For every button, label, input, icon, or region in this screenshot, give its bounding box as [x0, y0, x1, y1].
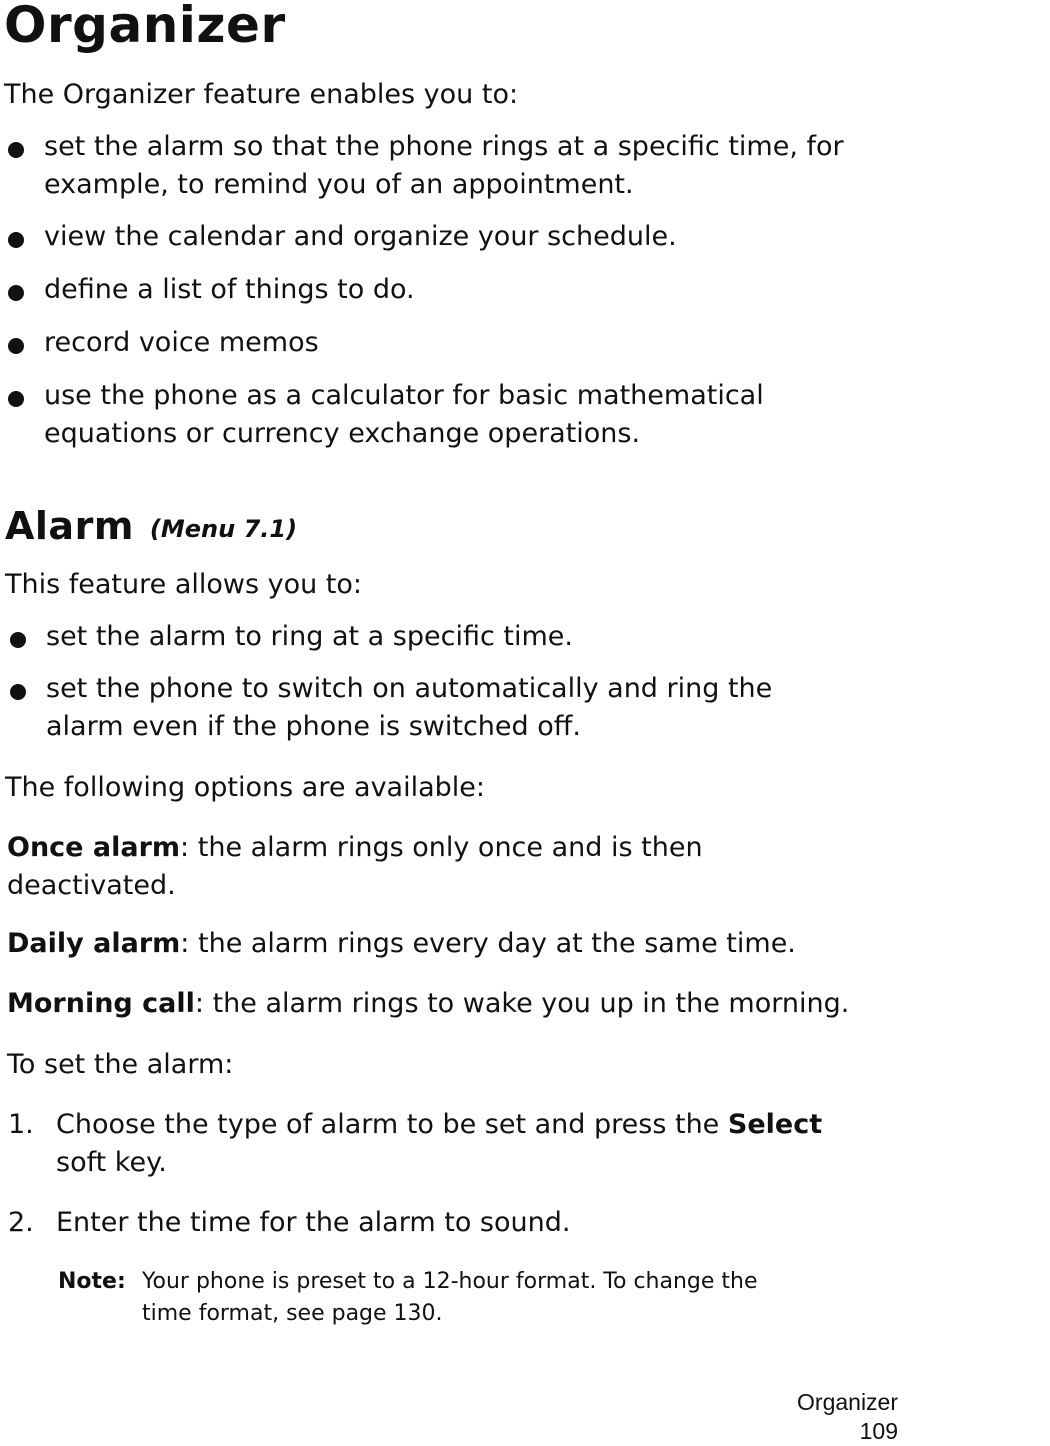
option-label: Daily alarm — [7, 928, 181, 959]
page-footer — [797, 1388, 898, 1446]
bullet-dot-icon — [10, 632, 26, 648]
bullet-line: set the phone to switch on automatically and ring the — [46, 673, 773, 704]
option-daily-alarm: Daily alarm: the alarm rings every day at the same time. — [7, 928, 796, 959]
option-morning-call: Morning call: the alarm rings to wake you up in the morning. — [7, 988, 850, 1019]
bullet-dot-icon — [8, 391, 24, 407]
page-title: Organizer — [4, 0, 286, 54]
bullet-dot-icon — [8, 232, 24, 248]
option-once-alarm: Once alarm: the alarm rings only once and is then deactivated. — [7, 829, 703, 905]
step-text-cont: soft key. — [56, 1147, 167, 1178]
option-description-cont: deactivated. — [7, 870, 176, 901]
step-text: Enter the time for the alarm to sound. — [56, 1207, 571, 1238]
bullet-dot-icon — [8, 142, 24, 158]
bullet-line: alarm even if the phone is switched off. — [46, 711, 581, 742]
option-label: Once alarm — [7, 832, 181, 863]
bullet-dot-icon — [8, 285, 24, 301]
bullet-dot-icon — [8, 338, 24, 354]
bullet-line: example, to remind you of an appointment. — [44, 169, 634, 200]
note-label: Note: — [58, 1269, 126, 1294]
menu-reference: (Menu 7.1) — [149, 515, 298, 543]
options-intro: The following options are available: — [5, 772, 486, 803]
intro-text: The Organizer feature enables you to: — [4, 79, 519, 110]
bullet-line: use the phone as a calculator for basic mathematical — [44, 380, 764, 411]
option-label: Morning call — [7, 988, 195, 1019]
bullet-line: set the alarm so that the phone rings at a specific time, for — [44, 131, 844, 162]
option-description: the alarm rings only once and is then — [189, 832, 703, 863]
section-title: Alarm — [5, 504, 134, 548]
bullet-line: set the alarm to ring at a specific time. — [46, 621, 573, 652]
footer-section-name: Organizer — [797, 1389, 898, 1415]
option-description: the alarm rings to wake you up in the morning. — [204, 988, 850, 1019]
page-number: 109 — [859, 1418, 898, 1444]
step-number: 1. — [8, 1109, 34, 1140]
note-text: Your phone is preset to a 12-hour format. To change the — [142, 1269, 758, 1294]
note-text-cont: time format, see page 130. — [142, 1301, 443, 1326]
section-intro: This feature allows you to: — [5, 569, 363, 600]
step-text: Choose the type of alarm to be set and press the — [56, 1109, 728, 1140]
step-number: 2. — [8, 1207, 34, 1238]
bullet-dot-icon — [10, 684, 26, 700]
steps-intro: To set the alarm: — [7, 1049, 234, 1080]
bullet-line: define a list of things to do. — [44, 274, 415, 305]
option-description: the alarm rings every day at the same time. — [189, 928, 796, 959]
bullet-line: record voice memos — [44, 327, 319, 358]
softkey-label: Select — [727, 1109, 823, 1140]
bullet-line: view the calendar and organize your schedule. — [44, 221, 677, 252]
bullet-line: equations or currency exchange operations. — [44, 418, 641, 449]
section-heading-alarm — [5, 502, 297, 550]
